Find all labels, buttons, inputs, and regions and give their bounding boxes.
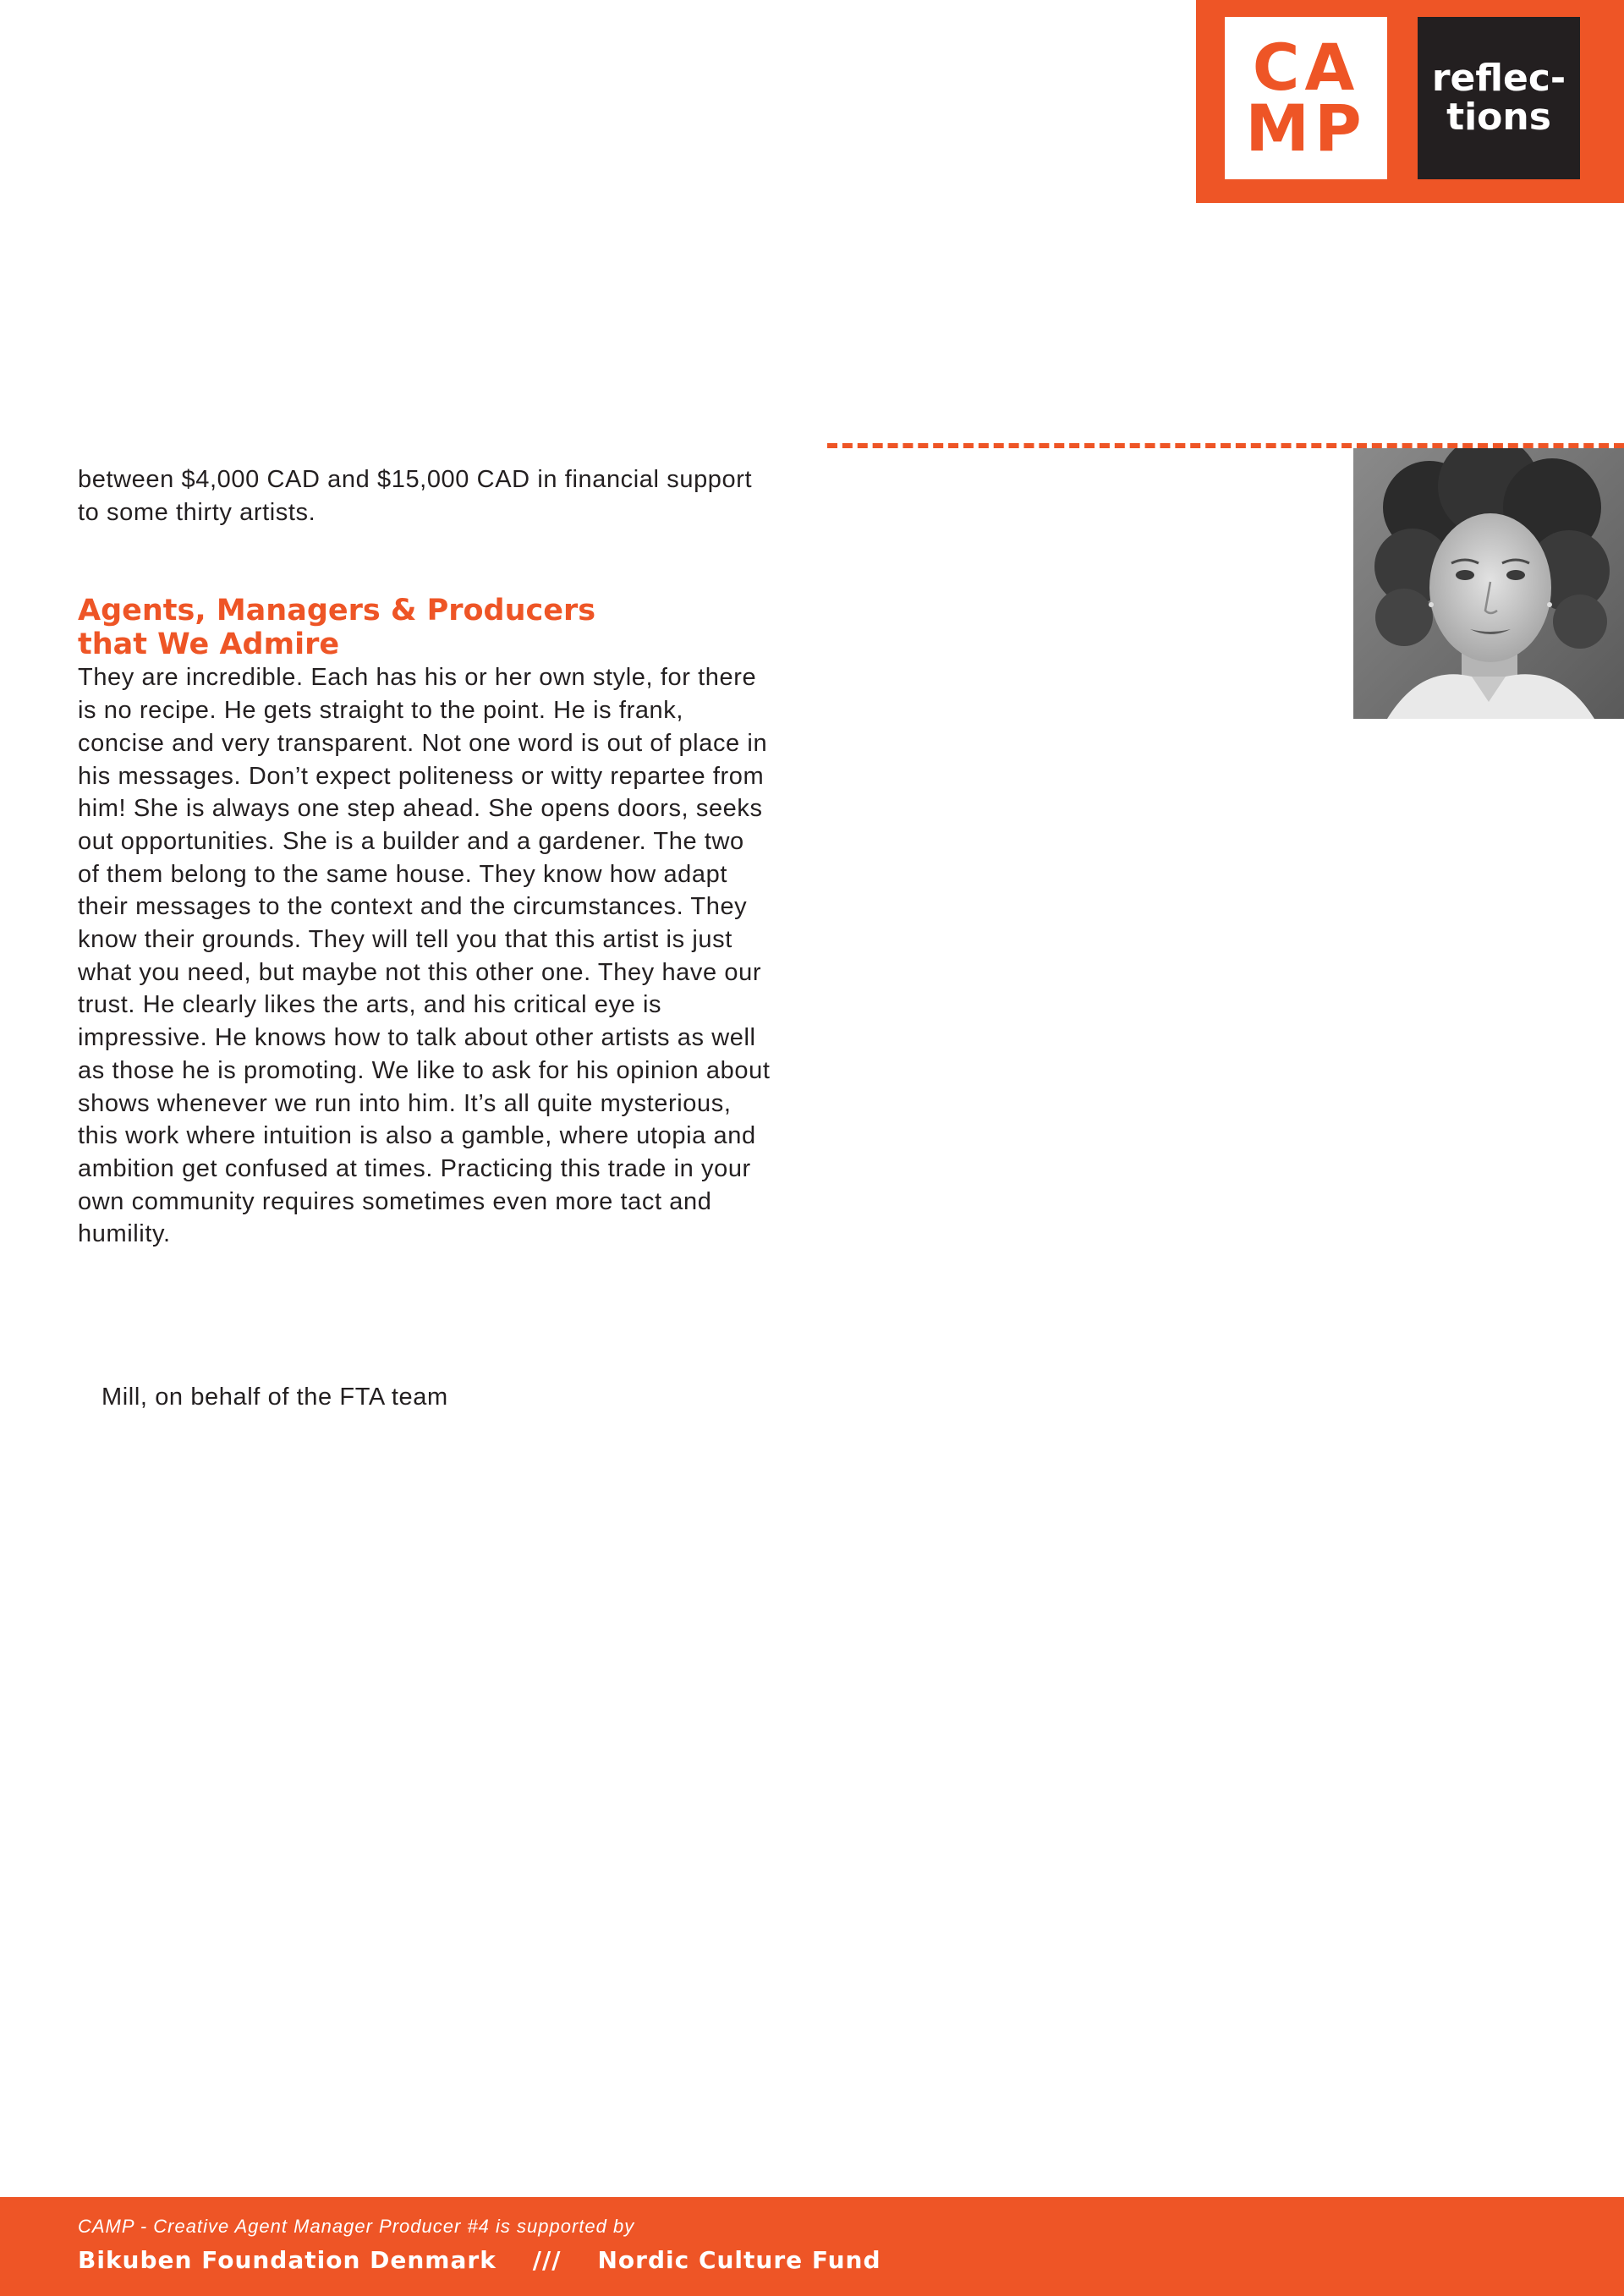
footer-support-text: CAMP - Creative Agent Manager Producer #4 is supported by: [78, 2216, 635, 2237]
portrait-photo: [1353, 448, 1624, 719]
signature: Mill, on behalf of the FTA team: [102, 1384, 448, 1411]
reflections-logo-line2: tions: [1446, 96, 1551, 139]
section-heading: [78, 594, 771, 661]
camp-reflections-logo: [1196, 0, 1624, 203]
portrait-image: [1353, 448, 1624, 719]
sponsor-footer: [0, 2197, 1624, 2296]
camp-logo-box: [1225, 17, 1387, 179]
footer-funders: Bikuben Foundation Denmark /// Nordic Culture Fund: [78, 2246, 881, 2274]
reflections-logo-line1: reflec-: [1431, 57, 1566, 100]
section-heading-line1: Agents, Managers & Producers: [78, 594, 596, 628]
article-column: [78, 463, 771, 1251]
reflections-logo-box: [1418, 17, 1580, 179]
camp-logo-line2: MP: [1245, 90, 1367, 166]
body-paragraph: They are incredible. Each has his or her own style, for there is no recipe. He gets straight to the point. He is frank, concise and very transparent. Not one word is out of place in his messages. Don’t expect politeness or witty repartee from him! She is always one step ahead. She opens doors, seeks out opportunities. She is a builder and a gardener. The two of them belong to the same house. They know how adapt their messages to the context and the circumstances. They know their grounds. They will tell you that this artist is just what you need, but maybe not this other one. They have our trust. He clearly likes the arts, and his critical eye is impressive. He knows how to talk about other artists as well as those he is promoting. We like to ask for his opinion about shows whenever we run into him. It’s all quite mysterious, this work where intuition is also a gamble, where utopia and ambition get confused at times. Practicing this trade in your own community requires sometimes even more tact and humility.: [78, 664, 771, 1248]
camp-logo-line1: CA: [1252, 30, 1360, 105]
section-heading-line2: that We Admire: [78, 627, 340, 662]
intro-paragraph: between $4,000 CAD and $15,000 CAD in financial support to some thirty artists.: [78, 466, 753, 526]
